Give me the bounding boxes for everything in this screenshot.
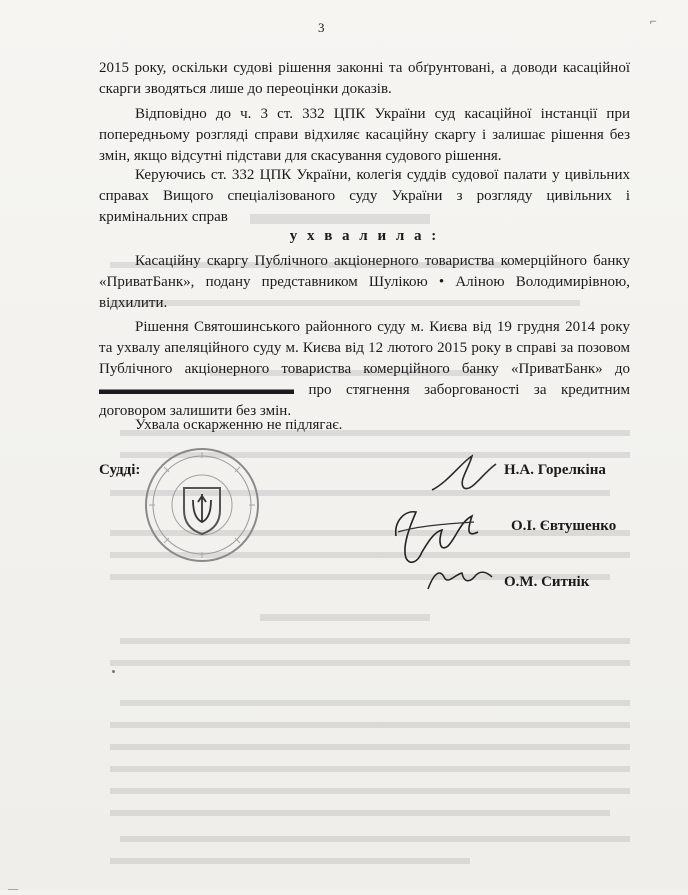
margin-dot bbox=[112, 670, 115, 673]
decision-heading: у х в а л и л а : bbox=[289, 228, 440, 244]
corner-mark: ⌐ bbox=[650, 14, 657, 28]
footer-mark: — bbox=[8, 884, 18, 895]
paragraph-1: 2015 року, оскільки судові рішення законні та обґрунтовані, а доводи касаційної скарги зводяться лише до переоцінки доказів. bbox=[99, 60, 630, 97]
paragraph-6: Ухвала оскарженню не підлягає. bbox=[135, 417, 343, 433]
judge-name-2: О.І. Євтушенко bbox=[511, 518, 617, 534]
paragraph-2: Відповідно до ч. 3 ст. 332 ЦПК України суд касаційної інстанції при попередньому розгляді справи відхиляє касаційну скаргу і залишає рішення без змін, якщо відсутні підстави для скасування судового рішення. bbox=[99, 106, 630, 164]
judges-label: Судді: bbox=[99, 462, 141, 478]
judge-name-3: О.М. Ситнік bbox=[504, 574, 590, 590]
paragraph-3: Керуючись ст. 332 ЦПК України, колегія суддів судової палати у цивільних справах Вищого спеціалізованого суду України з розгляду цивільних і кримінальних справ bbox=[99, 167, 630, 225]
court-seal bbox=[143, 446, 261, 564]
page-number: 3 bbox=[318, 20, 325, 35]
judge-name-1: Н.А. Горелкіна bbox=[504, 462, 606, 478]
signature-3 bbox=[424, 563, 496, 595]
paragraph-4: Касаційну скаргу Публічного акціонерного товариства комерційного банку «ПриватБанк», подану представником Шулікою • Аліною Володимирівною, відхилити. bbox=[99, 253, 630, 311]
signature-1 bbox=[428, 452, 500, 496]
paragraph-5: Рішення Святошинського районного суду м. Києва від 19 грудня 2014 року та ухвалу апеляційного суду м. Києва від 12 лютого 2015 року в справі за позовом Публічного акціонерного товариства комерційного банку «ПриватБанк» до ▬▬▬▬▬▬▬▬▬▬▬▬▬ про стягнення заборгованості за кредитним договором залишити без змін. bbox=[99, 319, 630, 419]
signature-2 bbox=[388, 502, 484, 572]
